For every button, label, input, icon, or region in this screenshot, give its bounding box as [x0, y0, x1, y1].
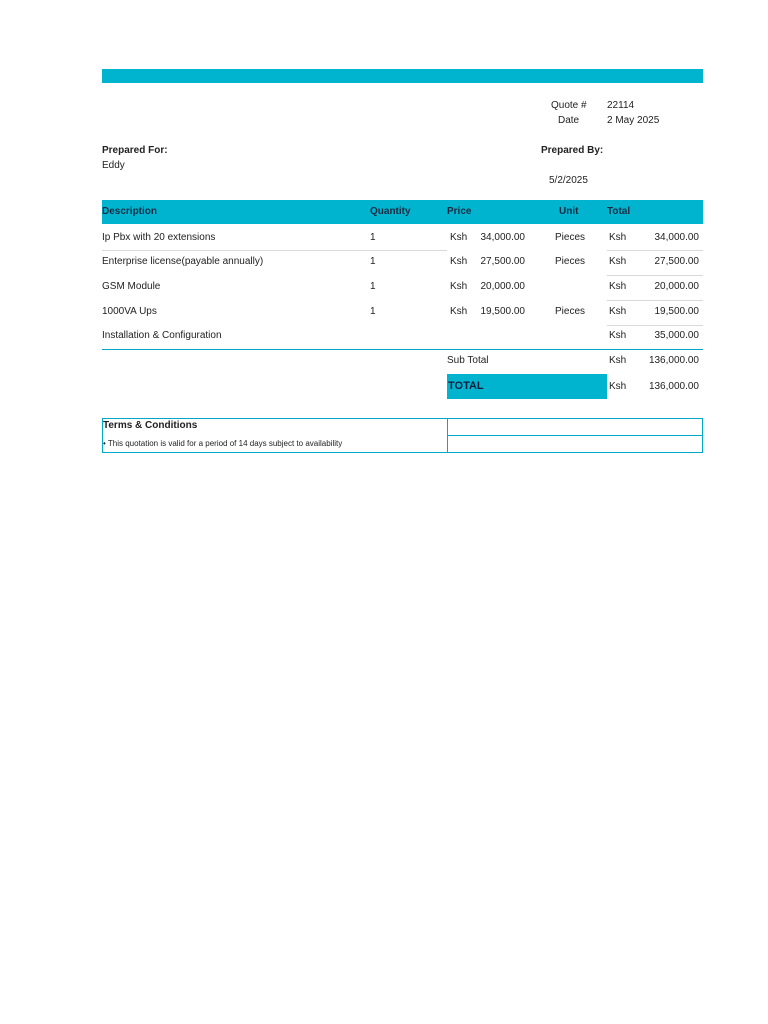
prepared-for-label: Prepared For: — [102, 145, 168, 156]
row4-description: 1000VA Ups — [102, 306, 157, 317]
row1-quantity: 1 — [370, 232, 376, 243]
quote-date-label: Date — [558, 115, 580, 126]
row4-total: 19,500.00 — [654, 306, 699, 317]
row1-price-currency: Ksh — [450, 232, 468, 243]
row-divider — [102, 250, 447, 251]
quote-number: 22114 — [607, 100, 635, 111]
row4-total-currency: Ksh — [609, 306, 627, 317]
row5-total-currency: Ksh — [609, 330, 627, 341]
col-header-description: Description — [102, 206, 158, 217]
table-bottom-line — [102, 349, 703, 350]
row2-price: 27,500.00 — [480, 256, 525, 267]
row2-unit: Pieces — [555, 256, 586, 267]
terms-title: Terms & Conditions — [103, 420, 198, 431]
terms-line: • This quotation is valid for a period of 14 days subject to availability — [103, 439, 343, 448]
row4-price-currency: Ksh — [450, 306, 468, 317]
row4-unit: Pieces — [555, 306, 586, 317]
row1-description: Ip Pbx with 20 extensions — [102, 232, 216, 243]
col-header-total: Total — [607, 206, 631, 217]
subtotal-label: Sub Total — [447, 355, 489, 366]
total-currency: Ksh — [609, 381, 627, 392]
row3-description: GSM Module — [102, 281, 161, 292]
subtotal-currency: Ksh — [609, 355, 627, 366]
row1-price: 34,000.00 — [480, 232, 525, 243]
subtotal-value: 136,000.00 — [648, 355, 699, 366]
row3-total: 20,000.00 — [654, 281, 699, 292]
row4-price: 19,500.00 — [480, 306, 525, 317]
row3-total-currency: Ksh — [609, 281, 627, 292]
row-divider — [607, 275, 703, 276]
row5-description: Installation & Configuration — [102, 330, 222, 341]
terms-divider — [447, 435, 703, 436]
row3-price: 20,000.00 — [480, 281, 525, 292]
row1-total-currency: Ksh — [609, 232, 627, 243]
prepared-by-label: Prepared By: — [541, 145, 604, 156]
row2-price-currency: Ksh — [450, 256, 468, 267]
row2-description: Enterprise license(payable annually) — [102, 256, 264, 267]
row-divider — [607, 325, 703, 326]
row2-quantity: 1 — [370, 256, 376, 267]
col-header-price: Price — [447, 206, 472, 217]
prepared-for-name: Eddy — [102, 160, 125, 171]
row2-total: 27,500.00 — [654, 256, 699, 267]
total-value: 136,000.00 — [648, 381, 699, 392]
row4-quantity: 1 — [370, 306, 376, 317]
row3-quantity: 1 — [370, 281, 376, 292]
row3-price-currency: Ksh — [450, 281, 468, 292]
row-divider — [607, 250, 703, 251]
row-divider — [607, 300, 703, 301]
row2-total-currency: Ksh — [609, 256, 627, 267]
quote-number-label: Quote # — [551, 100, 587, 111]
quote-date: 2 May 2025 — [607, 115, 660, 126]
header-accent-bar — [102, 69, 703, 83]
row1-unit: Pieces — [555, 232, 586, 243]
row1-total: 34,000.00 — [654, 232, 699, 243]
row5-total: 35,000.00 — [654, 330, 699, 341]
total-label: TOTAL — [448, 380, 484, 392]
col-header-unit: Unit — [559, 206, 579, 217]
col-header-quantity: Quantity — [370, 206, 411, 217]
prepared-by-date: 5/2/2025 — [549, 175, 588, 186]
